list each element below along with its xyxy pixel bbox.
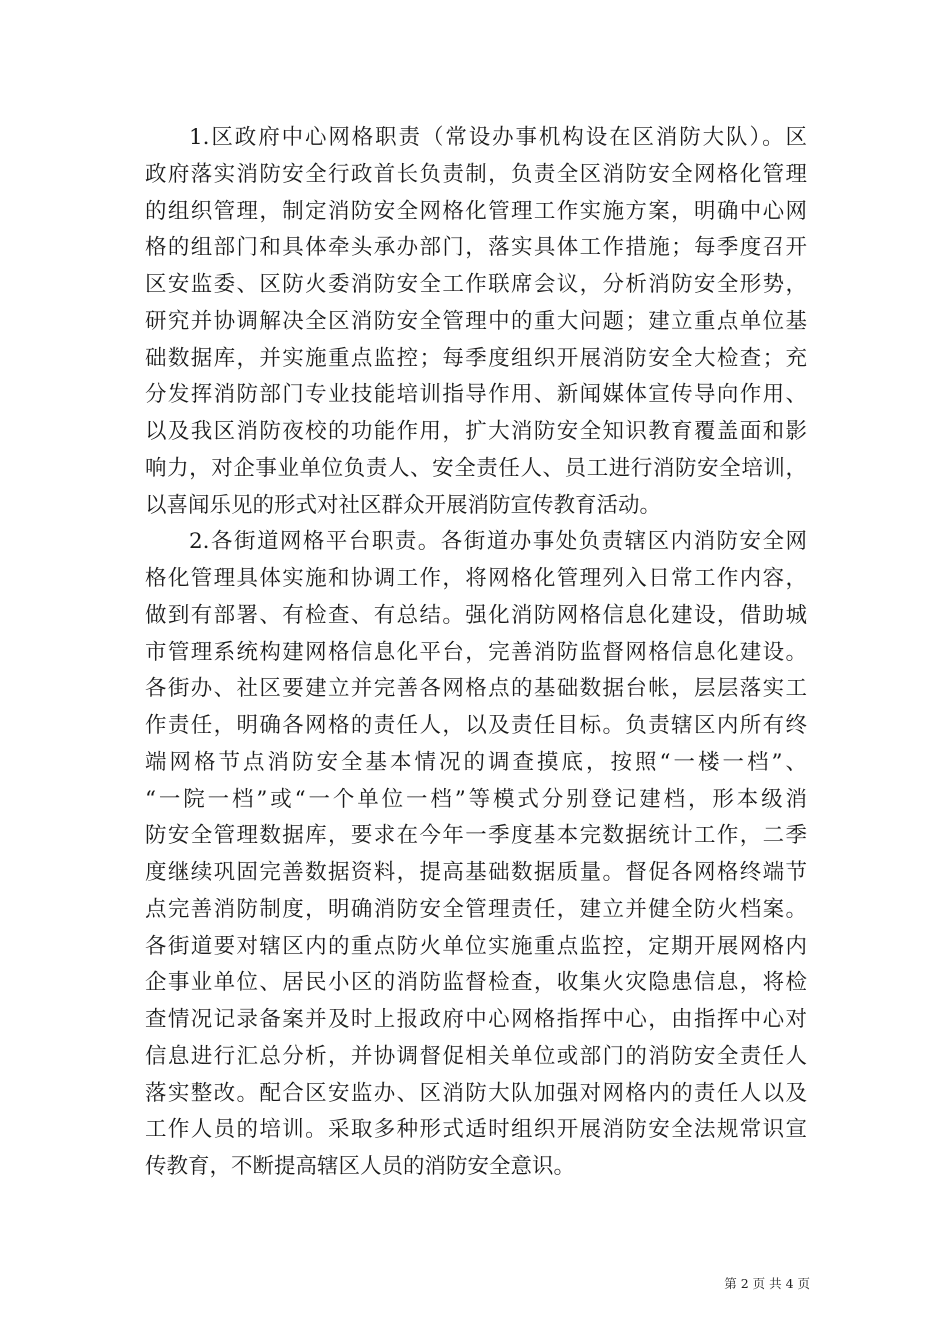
text-line: 信息进行汇总分析，并协调督促相关单位或部门的消防安全责任人 — [145, 1043, 807, 1069]
text-line: 以喜闻乐见的形式对社区群众开展消防宣传教育活动。 — [145, 492, 662, 518]
paragraph — [145, 524, 807, 1186]
text-line: 以及我区消防夜校的功能作用，扩大消防安全知识教育覆盖面和影 — [145, 419, 807, 444]
text-line: 市管理系统构建网格信息化平台，完善消防监督网格信息化建设。 — [145, 639, 807, 665]
text-line: 响力，对企事业单位负责人、安全责任人、员工进行消防安全培训， — [145, 455, 807, 481]
text-line: 政府落实消防安全行政首长负责制，负责全区消防安全网格化管理 — [145, 161, 807, 187]
text-line: 格化管理具体实施和协调工作，将网格化管理列入日常工作内容， — [145, 566, 807, 591]
text-line: 点完善消防制度，明确消防安全管理责任，建立并健全防火档案。 — [145, 896, 807, 922]
text-line: 2.各街道网格平台职责。各街道办事处负责辖区内消防安全网 — [189, 529, 807, 555]
text-line: “一院一档”或“一个单位一档”等模式分别登记建档，形本级消 — [145, 786, 807, 812]
text-line: 1.区政府中心网格职责（常设办事机构设在区消防大队）。区 — [189, 125, 807, 150]
text-line: 度继续巩固完善数据资料，提高基础数据质量。督促各网格终端节 — [145, 860, 807, 885]
text-line: 础数据库，并实施重点监控；每季度组织开展消防安全大检查；充 — [145, 345, 807, 371]
text-line: 区安监委、区防火委消防安全工作联席会议，分析消防安全形势， — [145, 272, 807, 297]
text-line: 作责任，明确各网格的责任人，以及责任目标。负责辖区内所有终 — [145, 713, 807, 738]
text-line: 查情况记录备案并及时上报政府中心网格指挥中心，由指挥中心对 — [145, 1007, 807, 1032]
text-line: 传教育，不断提高辖区人员的消防安全意识。 — [145, 1154, 576, 1179]
text-line: 分发挥消防部门专业技能培训指导作用、新闻媒体宣传导向作用、 — [145, 382, 807, 408]
text-line: 的组织管理，制定消防安全网格化管理工作实施方案，明确中心网 — [145, 198, 807, 224]
text-line: 各街道要对辖区内的重点防火单位实施重点监控，定期开展网格内 — [145, 933, 807, 959]
text-line: 格的组部门和具体牵头承办部门，落实具体工作措施；每季度召开 — [145, 235, 807, 261]
text-line: 研究并协调解决全区消防安全管理中的重大问题；建立重点单位基 — [145, 308, 807, 334]
text-line: 端网格节点消防安全基本情况的调查摸底，按照“一楼一档”、 — [145, 749, 807, 775]
text-line: 落实整改。配合区安监办、区消防大队加强对网格内的责任人以及 — [145, 1080, 807, 1106]
document-body — [145, 120, 807, 1186]
page-number: 第 2 页 共 4 页 — [724, 1276, 810, 1291]
text-line: 工作人员的培训。采取多种形式适时组织开展消防安全法规常识宣 — [145, 1117, 807, 1143]
text-line: 各街办、社区要建立并完善各网格点的基础数据台帐，层层落实工 — [145, 676, 807, 702]
text-line: 防安全管理数据库，要求在今年一季度基本完数据统计工作，二季 — [145, 823, 807, 849]
text-line: 做到有部署、有检查、有总结。强化消防网格信息化建设，借助城 — [145, 602, 807, 628]
text-line: 企事业单位、居民小区的消防监督检查，收集火灾隐患信息，将检 — [145, 970, 807, 996]
paragraph — [145, 120, 807, 524]
